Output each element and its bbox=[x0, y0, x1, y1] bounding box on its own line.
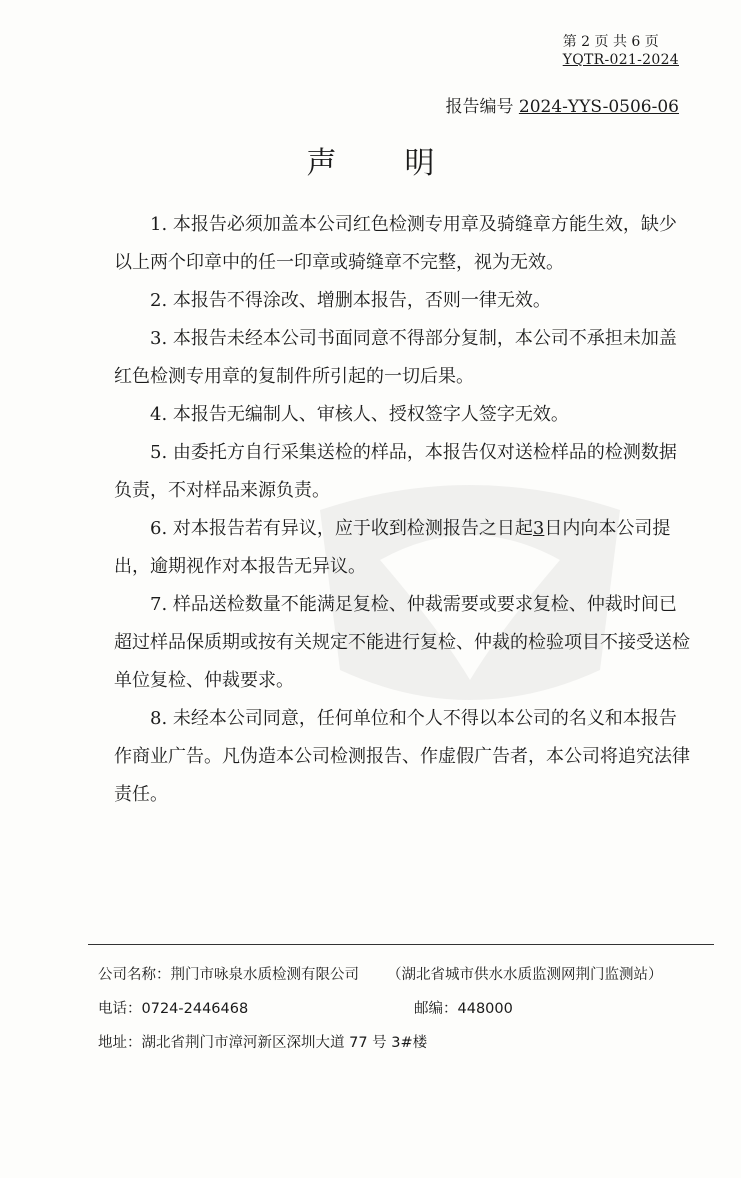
statement-item: 2. 本报告不得涂改、增删本报告，否则一律无效。 bbox=[150, 290, 551, 311]
statement-item: 5. 由委托方自行采集送检的样品，本报告仅对送检样品的检测数据负责，不对样品来源负责。 bbox=[114, 442, 677, 501]
phone-label: 电话： bbox=[98, 1001, 142, 1017]
report-number-label: 报告编号 bbox=[445, 97, 514, 117]
address-row bbox=[98, 1026, 718, 1060]
page-info bbox=[563, 33, 679, 69]
company-alias: （湖北省城市供水水质监测网荆门监测站） bbox=[387, 967, 663, 983]
phone-postcode-row bbox=[98, 992, 718, 1026]
report-number-value: 2024-YYS-0506-06 bbox=[518, 97, 679, 117]
report-number bbox=[445, 92, 679, 117]
postcode-block bbox=[414, 992, 513, 1026]
statement-item: 3. 本报告未经本公司书面同意不得部分复制，本公司不承担未加盖红色检测专用章的复制件所引起的一切后果。 bbox=[114, 328, 677, 387]
address-label: 地址： bbox=[98, 1035, 142, 1051]
statement-item: 1. 本报告必须加盖本公司红色检测专用章及骑缝章方能生效，缺少以上两个印章中的任一印章或骑缝章不完整，视为无效。 bbox=[114, 214, 677, 273]
document-code: YQTR-021-2024 bbox=[562, 52, 679, 68]
statement-item: 4. 本报告无编制人、审核人、授权签字人签字无效。 bbox=[150, 404, 569, 425]
statement-list bbox=[114, 206, 692, 814]
statement-text: 日内向本公司提出，逾期视作对本报告无异议。 bbox=[114, 518, 671, 577]
address-value: 湖北省荆门市漳河新区深圳大道 77 号 3#楼 bbox=[141, 1035, 428, 1051]
statement-item bbox=[114, 510, 692, 586]
footer-contact bbox=[98, 958, 718, 1060]
company-row bbox=[98, 958, 718, 992]
phone-block bbox=[98, 992, 414, 1026]
footer-divider bbox=[88, 944, 714, 945]
company-label: 公司名称： bbox=[98, 967, 171, 983]
page-title: 声明 bbox=[306, 146, 503, 181]
statement-text: 6. 对本报告若有异议，应于收到检测报告之日起 bbox=[150, 518, 533, 539]
phone-value: 0724-2446468 bbox=[141, 1001, 249, 1017]
postcode-value: 448000 bbox=[457, 1001, 513, 1017]
statement-item: 7. 样品送检数量不能满足复检、仲裁需要或要求复检、仲裁时间已超过样品保质期或按有关规定不能进行复检、仲裁的检验项目不接受送检单位复检、仲裁要求。 bbox=[114, 594, 690, 691]
postcode-label: 邮编： bbox=[414, 1001, 458, 1017]
company-name: 荆门市咏泉水质检测有限公司 bbox=[170, 967, 359, 983]
statement-item: 8. 未经本公司同意，任何单位和个人不得以本公司的名义和本报告作商业广告。凡伪造本公司检测报告、作虚假广告者，本公司将追究法律责任。 bbox=[114, 708, 690, 805]
objection-days: 3 bbox=[532, 518, 545, 539]
page-number: 第 2 页 共 6 页 bbox=[562, 34, 659, 50]
